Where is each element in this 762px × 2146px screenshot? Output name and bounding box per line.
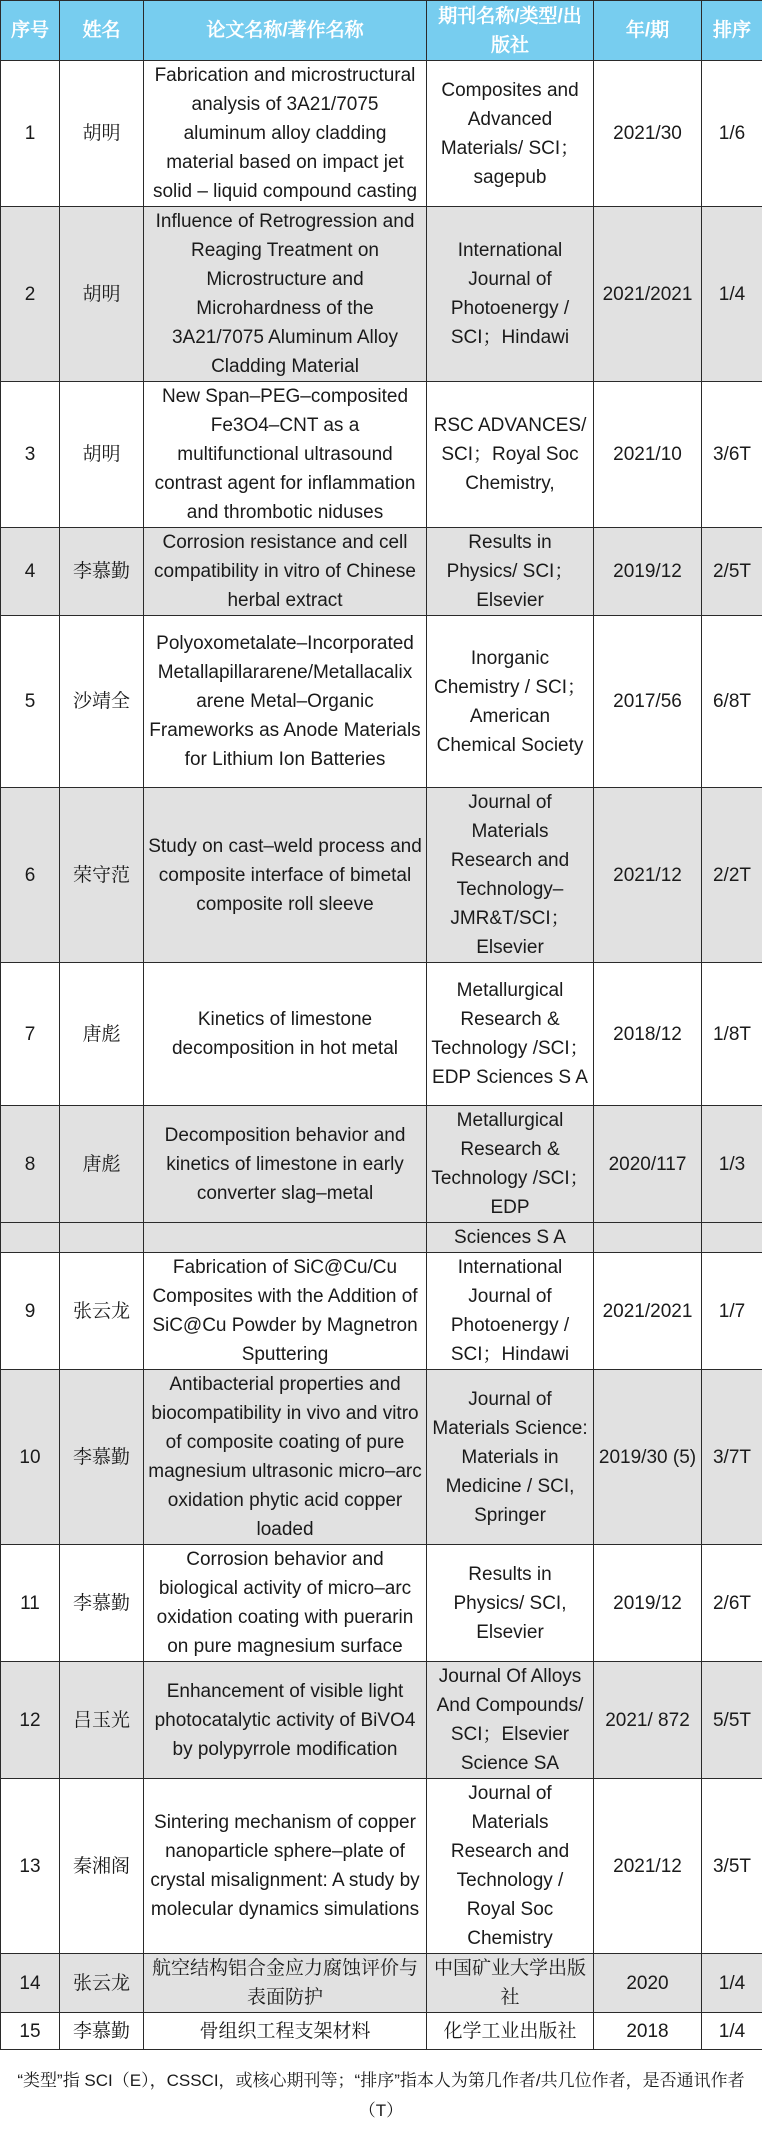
cell-journal: Sciences S A xyxy=(427,1223,594,1253)
cell-no: 2 xyxy=(1,207,60,382)
cell-title: Decomposition behavior and kinetics of limestone in early converter slag–metal xyxy=(144,1106,427,1223)
table-row xyxy=(1,1253,762,1370)
cell-name: 张云龙 xyxy=(60,1954,144,2013)
cell-journal: International Journal of Photoenergy / SCI；Hindawi xyxy=(427,207,594,382)
cell-year: 2019/30 (5) xyxy=(594,1370,702,1545)
table-row xyxy=(1,61,762,207)
cell-rank: 2/6T xyxy=(702,1545,762,1662)
cell-journal: Journal of Materials Science: Materials in Medicine / SCI, Springer xyxy=(427,1370,594,1545)
table-row xyxy=(1,1545,762,1662)
cell-name: 李慕勤 xyxy=(60,1370,144,1545)
table-row xyxy=(1,616,762,788)
cell-year: 2020 xyxy=(594,1954,702,2013)
cell-no: 10 xyxy=(1,1370,60,1545)
table-row xyxy=(1,788,762,963)
cell-rank: 3/6T xyxy=(702,382,762,528)
cell-journal: Results in Physics/ SCI；Elsevier xyxy=(427,528,594,616)
table-row xyxy=(1,1370,762,1545)
table-row xyxy=(1,1106,762,1223)
cell-no: 15 xyxy=(1,2013,60,2050)
cell-name: 李慕勤 xyxy=(60,528,144,616)
cell-year: 2021/30 xyxy=(594,61,702,207)
cell-name: 沙靖全 xyxy=(60,616,144,788)
table-row xyxy=(1,2013,762,2050)
cell-name: 秦湘阁 xyxy=(60,1779,144,1954)
cell-rank: 1/7 xyxy=(702,1253,762,1370)
cell-no: 4 xyxy=(1,528,60,616)
cell-year: 2021/ 872 xyxy=(594,1662,702,1779)
cell-no xyxy=(1,1223,60,1253)
cell-year: 2021/12 xyxy=(594,1779,702,1954)
cell-name: 胡明 xyxy=(60,207,144,382)
cell-title xyxy=(144,1223,427,1253)
header-rank: 排序 xyxy=(702,1,762,61)
cell-title: Fabrication of SiC@Cu/Cu Composites with the Addition of SiC@Cu Powder by Magnetron Sputtering xyxy=(144,1253,427,1370)
header-no: 序号 xyxy=(1,1,60,61)
cell-year xyxy=(594,1223,702,1253)
cell-journal: Journal of Materials Research and Technology–JMR&T/SCI；Elsevier xyxy=(427,788,594,963)
cell-journal: International Journal of Photoenergy / SCI；Hindawi xyxy=(427,1253,594,1370)
cell-title: 骨组织工程支架材料 xyxy=(144,2013,427,2050)
cell-journal: 中国矿业大学出版社 xyxy=(427,1954,594,2013)
header-row xyxy=(1,1,762,61)
cell-year: 2018/12 xyxy=(594,963,702,1106)
cell-year: 2017/56 xyxy=(594,616,702,788)
cell-rank: 1/4 xyxy=(702,207,762,382)
cell-rank: 3/5T xyxy=(702,1779,762,1954)
footnote: “类型”指 SCI（E），CSSCI，或核心期刊等；“排序”指本人为第几作者/共几位作者，是否通讯作者（T） xyxy=(0,2050,762,2146)
cell-no: 6 xyxy=(1,788,60,963)
cell-title: Sintering mechanism of copper nanoparticle sphere–plate of crystal misalignment: A study by molecular dynamics simulations xyxy=(144,1779,427,1954)
cell-rank: 5/5T xyxy=(702,1662,762,1779)
cell-journal: RSC ADVANCES/ SCI；Royal Soc Chemistry, xyxy=(427,382,594,528)
cell-rank: 1/4 xyxy=(702,2013,762,2050)
table-row xyxy=(1,1779,762,1954)
cell-title: Corrosion behavior and biological activity of micro–arc oxidation coating with puerarin on pure magnesium surface xyxy=(144,1545,427,1662)
cell-no: 12 xyxy=(1,1662,60,1779)
cell-name: 胡明 xyxy=(60,61,144,207)
cell-name: 李慕勤 xyxy=(60,1545,144,1662)
cell-title: Influence of Retrogression and Reaging Treatment on Microstructure and Microhardness of the 3A21/7075 Aluminum Alloy Cladding Material xyxy=(144,207,427,382)
cell-name: 唐彪 xyxy=(60,963,144,1106)
cell-name: 李慕勤 xyxy=(60,2013,144,2050)
cell-name: 胡明 xyxy=(60,382,144,528)
table-row xyxy=(1,1662,762,1779)
table-row xyxy=(1,1954,762,2013)
cell-no: 1 xyxy=(1,61,60,207)
cell-name: 荣守范 xyxy=(60,788,144,963)
cell-title: Enhancement of visible light photocatalytic activity of BiVO4 by polypyrrole modification xyxy=(144,1662,427,1779)
cell-journal: Metallurgical Research & Technology /SCI；EDP Sciences S A xyxy=(427,963,594,1106)
header-journal: 期刊名称/类型/出版社 xyxy=(427,1,594,61)
cell-no: 14 xyxy=(1,1954,60,2013)
cell-no: 9 xyxy=(1,1253,60,1370)
cell-year: 2021/12 xyxy=(594,788,702,963)
cell-rank: 1/8T xyxy=(702,963,762,1106)
cell-rank: 3/7T xyxy=(702,1370,762,1545)
cell-year: 2018 xyxy=(594,2013,702,2050)
header-name: 姓名 xyxy=(60,1,144,61)
table-row-continuation xyxy=(1,1223,762,1253)
cell-journal: Inorganic Chemistry / SCI；American Chemical Society xyxy=(427,616,594,788)
cell-rank: 2/5T xyxy=(702,528,762,616)
table-row xyxy=(1,528,762,616)
cell-title: Fabrication and microstructural analysis of 3A21/7075 aluminum alloy cladding material based on impact jet solid – liquid compound casting xyxy=(144,61,427,207)
table-row xyxy=(1,963,762,1106)
cell-rank: 2/2T xyxy=(702,788,762,963)
cell-rank: 1/6 xyxy=(702,61,762,207)
cell-title: Kinetics of limestone decomposition in hot metal xyxy=(144,963,427,1106)
cell-title: New Span–PEG–composited Fe3O4–CNT as a multifunctional ultrasound contrast agent for inflammation and thrombotic niduses xyxy=(144,382,427,528)
cell-journal: Results in Physics/ SCI, Elsevier xyxy=(427,1545,594,1662)
cell-no: 8 xyxy=(1,1106,60,1223)
cell-name xyxy=(60,1223,144,1253)
cell-title: Antibacterial properties and biocompatibility in vivo and vitro of composite coating of pure magnesium ultrasonic micro–arc oxidation phytic acid copper loaded xyxy=(144,1370,427,1545)
cell-no: 3 xyxy=(1,382,60,528)
cell-rank xyxy=(702,1223,762,1253)
header-title: 论文名称/著作名称 xyxy=(144,1,427,61)
cell-year: 2021/2021 xyxy=(594,207,702,382)
cell-year: 2021/10 xyxy=(594,382,702,528)
cell-title: 航空结构铝合金应力腐蚀评价与表面防护 xyxy=(144,1954,427,2013)
cell-journal: Composites and Advanced Materials/ SCI；sagepub xyxy=(427,61,594,207)
cell-no: 5 xyxy=(1,616,60,788)
cell-name: 张云龙 xyxy=(60,1253,144,1370)
cell-no: 7 xyxy=(1,963,60,1106)
cell-name: 吕玉光 xyxy=(60,1662,144,1779)
table-row xyxy=(1,207,762,382)
cell-no: 11 xyxy=(1,1545,60,1662)
header-year: 年/期 xyxy=(594,1,702,61)
cell-journal: 化学工业出版社 xyxy=(427,2013,594,2050)
cell-journal: Metallurgical Research & Technology /SCI；EDP xyxy=(427,1106,594,1223)
cell-year: 2020/117 xyxy=(594,1106,702,1223)
cell-title: Corrosion resistance and cell compatibility in vitro of Chinese herbal extract xyxy=(144,528,427,616)
cell-rank: 1/3 xyxy=(702,1106,762,1223)
cell-journal: Journal of Materials Research and Technology / Royal Soc Chemistry xyxy=(427,1779,594,1954)
cell-year: 2019/12 xyxy=(594,1545,702,1662)
cell-journal: Journal Of Alloys And Compounds/ SCI；Elsevier Science SA xyxy=(427,1662,594,1779)
table-row xyxy=(1,382,762,528)
cell-rank: 1/4 xyxy=(702,1954,762,2013)
cell-title: Study on cast–weld process and composite interface of bimetal composite roll sleeve xyxy=(144,788,427,963)
cell-year: 2021/2021 xyxy=(594,1253,702,1370)
cell-no: 13 xyxy=(1,1779,60,1954)
cell-title: Polyoxometalate–Incorporated Metallapillararene/Metallacalix arene Metal–Organic Frameworks as Anode Materials for Lithium Ion Batteries xyxy=(144,616,427,788)
table-body xyxy=(1,61,762,2050)
cell-name: 唐彪 xyxy=(60,1106,144,1223)
cell-year: 2019/12 xyxy=(594,528,702,616)
cell-rank: 6/8T xyxy=(702,616,762,788)
